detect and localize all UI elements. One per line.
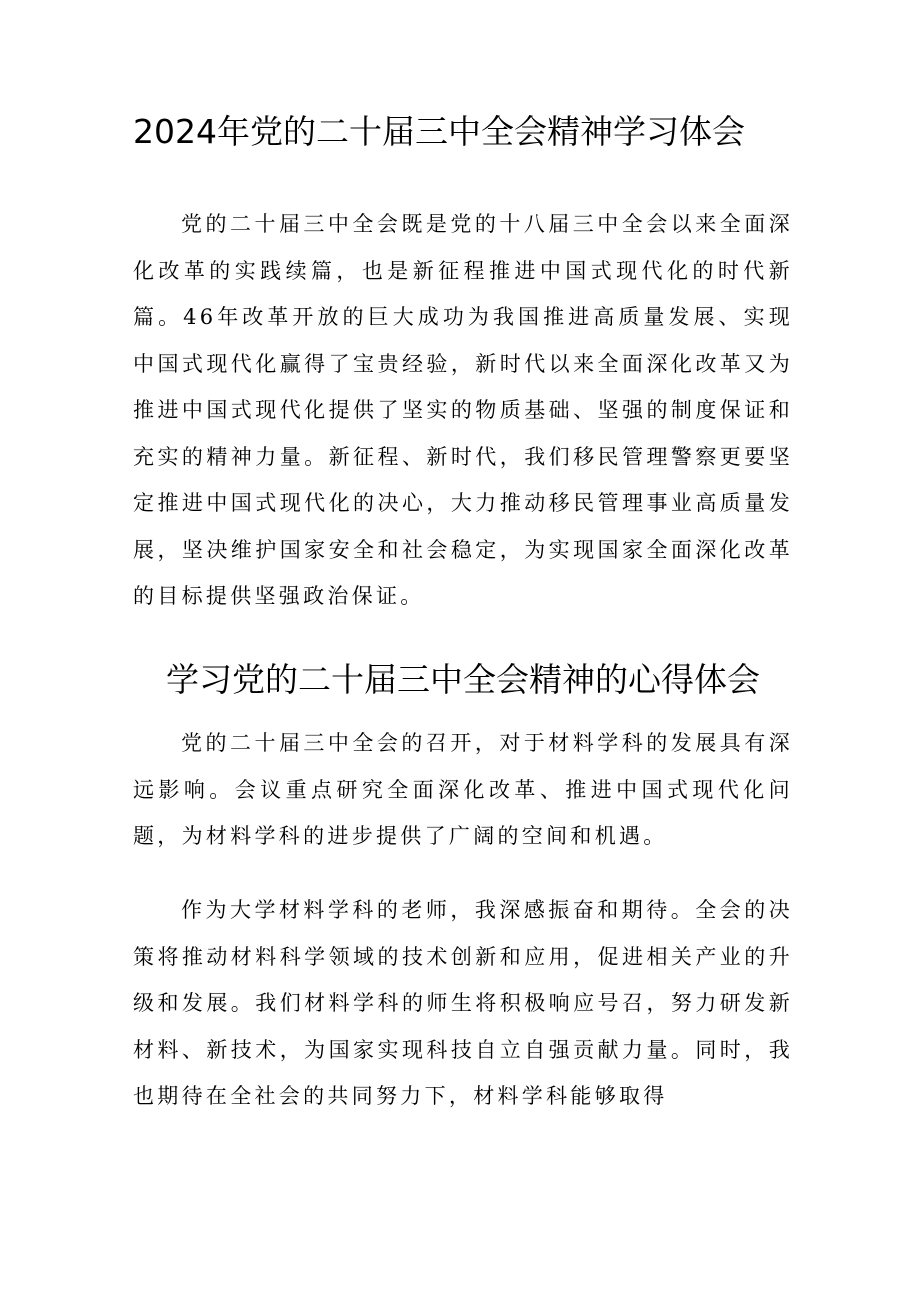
section-2-paragraph-1: 党的二十届三中全会的召开，对于材料学科的发展具有深远影响。会议重点研究全面深化改革、推进中国式现代化问题，为材料学科的进步提供了广阔的空间和机遇。 <box>133 731 793 848</box>
section-title-2: 学习党的二十届三中全会精神的心得体会 <box>166 660 760 699</box>
section-2-paragraph-2: 作为大学材料学科的老师，我深感振奋和期待。全会的决策将推动材料科学领域的技术创新和应用，促进相关产业的升级和发展。我们材料学科的师生将积极响应号召，努力研发新材料、新技术，为国家实现科技自立自强贡献力量。同时，我也期待在全社会的共同努力下，材料学科能够取得 <box>133 898 793 1108</box>
section-title-1: 2024年党的二十届三中全会精神学习体会 <box>133 112 745 151</box>
section-1-paragraph-1: 党的二十届三中全会既是党的十八届三中全会以来全面深化改革的实践续篇，也是新征程推进中国式现代化的时代新篇。46年改革开放的巨大成功为我国推进高质量发展、实现中国式现代化赢得了宝贵经验，新时代以来全面深化改革又为推进中国式现代化提供了坚实的物质基础、坚强的制度保证和充实的精神力量。新征程、新时代，我们移民管理警察更要坚定推进中国式现代化的决心，大力推动移民管理事业高质量发展，坚决维护国家安全和社会稳定，为实现国家全面深化改革的目标提供坚强政治保证。 <box>133 212 793 608</box>
